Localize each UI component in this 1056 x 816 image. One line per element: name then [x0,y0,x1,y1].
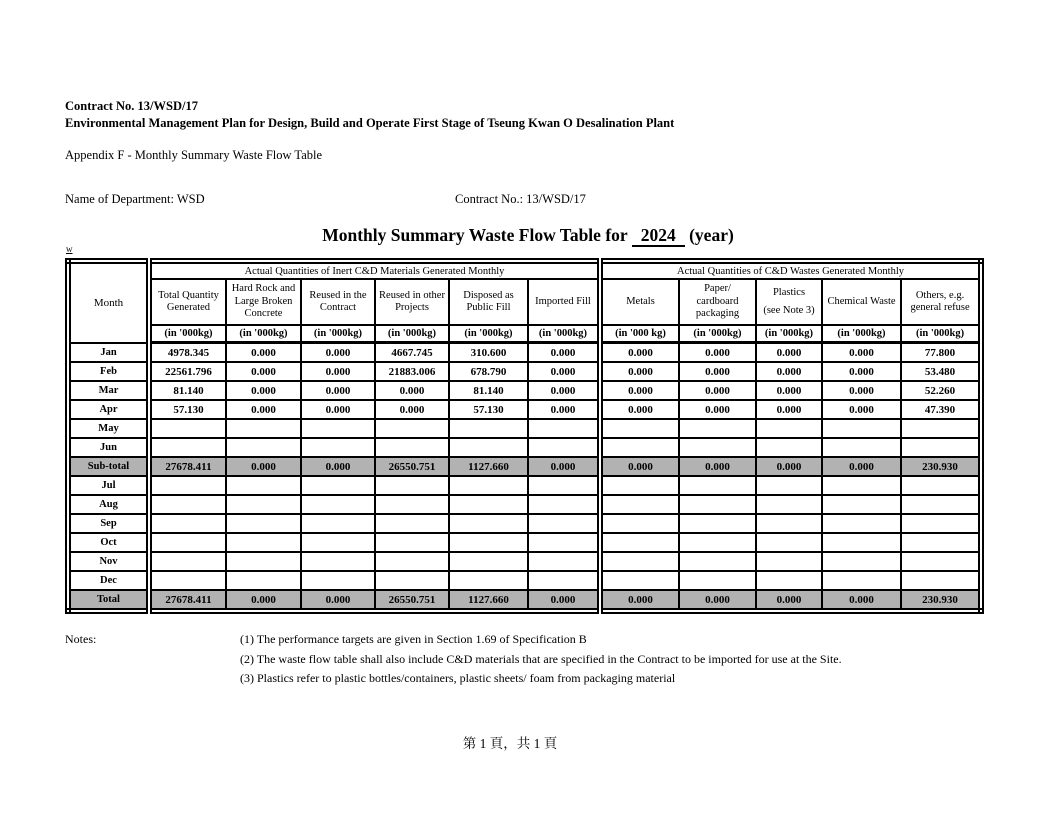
contract-no-heading: Contract No. 13/WSD/17 [65,99,198,113]
data-cell: 26550.751 [375,457,449,476]
data-cell: 57.130 [449,400,528,419]
month-cell: Total [68,590,149,611]
unit-cell: (in '000kg) [679,325,756,343]
unit-cell: (in '000kg) [901,325,981,343]
data-cell [901,533,981,552]
data-cell [756,476,822,495]
notes-list [240,632,842,691]
unit-cell: (in '000kg) [756,325,822,343]
data-cell [226,495,301,514]
data-cell [528,552,600,571]
data-cell [226,514,301,533]
data-cell: 27678.411 [149,457,226,476]
data-cell: 0.000 [226,400,301,419]
column-header [449,279,528,325]
data-cell [375,533,449,552]
month-cell: Nov [68,552,149,571]
data-cell: 0.000 [822,381,901,400]
data-cell: 678.790 [449,362,528,381]
month-cell: Sep [68,514,149,533]
month-cell: Jan [68,343,149,363]
note-item: (1) The performance targets are given in Section 1.69 of Specification B [240,632,587,646]
data-cell [449,419,528,438]
data-cell [756,514,822,533]
table-row [68,362,981,381]
note-item: (2) The waste flow table shall also include C&D materials that are specified in the Contract to be imported for use at the Site. [240,651,842,666]
column-header [226,279,301,325]
table-row [68,571,981,590]
data-cell: 0.000 [528,343,600,363]
column-header-label: Hard Rock and Large Broken Concrete [231,283,296,320]
data-cell: 0.000 [600,400,679,419]
data-cell [679,419,756,438]
data-cell [901,495,981,514]
data-cell: 57.130 [149,400,226,419]
data-cell: 0.000 [301,343,375,363]
data-cell: 0.000 [756,381,822,400]
data-cell: 0.000 [528,590,600,611]
data-cell [301,495,375,514]
column-header-label: Reused in the Contract [309,289,367,313]
data-cell [679,438,756,457]
data-cell [822,571,901,590]
data-cell [679,533,756,552]
data-cell [375,495,449,514]
column-header-label: Disposed as Public Fill [463,289,514,313]
data-cell: 26550.751 [375,590,449,611]
data-cell: 47.390 [901,400,981,419]
data-cell: 230.930 [901,457,981,476]
column-header-subnote: (see Note 3) [763,304,815,316]
data-cell [528,514,600,533]
data-cell: 0.000 [679,590,756,611]
data-cell: 0.000 [679,362,756,381]
data-cell [301,571,375,590]
column-header [822,279,901,325]
data-cell [226,552,301,571]
data-cell: 0.000 [375,381,449,400]
page-title-year: 2024 [632,225,685,247]
column-header [600,279,679,325]
unit-cell: (in '000kg) [528,325,600,343]
data-cell: 0.000 [301,381,375,400]
data-cell [901,514,981,533]
data-cell [149,533,226,552]
data-cell [679,476,756,495]
data-cell: 0.000 [822,343,901,363]
data-cell [149,571,226,590]
month-cell: Jul [68,476,149,495]
data-cell [822,438,901,457]
data-cell [756,533,822,552]
unit-cell: (in '000kg) [822,325,901,343]
data-cell [756,495,822,514]
unit-cell: (in '000kg) [449,325,528,343]
data-cell: 81.140 [149,381,226,400]
data-cell [756,552,822,571]
month-cell: Oct [68,533,149,552]
stray-scan-mark: w [66,244,73,254]
data-cell [901,476,981,495]
data-cell: 0.000 [679,400,756,419]
data-cell [600,552,679,571]
appendix-heading: Appendix F - Monthly Summary Waste Flow Table [65,148,323,162]
data-cell [149,476,226,495]
data-cell: 0.000 [301,457,375,476]
data-cell: 4978.345 [149,343,226,363]
data-cell [600,438,679,457]
data-cell: 0.000 [822,400,901,419]
column-header-label: Imported Fill [535,295,591,307]
data-cell: 53.480 [901,362,981,381]
unit-cell: (in '000kg) [149,325,226,343]
data-cell [822,552,901,571]
data-cell: 1127.660 [449,590,528,611]
column-header-label: Reused in other Projects [379,289,445,313]
data-cell: 1127.660 [449,457,528,476]
data-cell [600,571,679,590]
unit-cell: (in '000kg) [226,325,301,343]
column-header-label: Total Quantity Generated [158,289,219,313]
data-cell [226,571,301,590]
data-cell [449,495,528,514]
data-cell: 0.000 [756,362,822,381]
data-cell [226,476,301,495]
data-cell [822,476,901,495]
data-cell: 0.000 [679,381,756,400]
data-cell [528,495,600,514]
data-cell [679,514,756,533]
data-cell: 310.600 [449,343,528,363]
column-header [149,279,226,325]
data-cell [901,438,981,457]
page-title [0,225,1056,246]
data-cell: 0.000 [756,457,822,476]
data-cell: 0.000 [822,457,901,476]
column-header [679,279,756,325]
data-cell [756,419,822,438]
unit-cell: (in '000kg) [301,325,375,343]
data-cell [600,533,679,552]
data-cell: 0.000 [756,400,822,419]
cd-wastes-group-header: Actual Quantities of C&D Wastes Generated Monthly [600,261,981,279]
data-cell [679,552,756,571]
data-cell: 0.000 [600,381,679,400]
table-row [68,419,981,438]
data-cell [149,438,226,457]
data-cell: 0.000 [226,381,301,400]
data-cell [149,514,226,533]
data-cell: 0.000 [301,400,375,419]
data-cell: 0.000 [600,457,679,476]
data-cell [600,419,679,438]
table-row [68,552,981,571]
data-cell: 230.930 [901,590,981,611]
column-header-label: Chemical Waste [827,295,896,307]
data-cell [449,514,528,533]
data-cell: 0.000 [226,362,301,381]
data-cell [822,514,901,533]
data-cell [600,476,679,495]
data-cell: 0.000 [679,343,756,363]
data-cell [449,438,528,457]
data-cell [822,533,901,552]
data-cell [149,552,226,571]
data-cell [301,514,375,533]
data-cell [449,552,528,571]
table-row [68,400,981,419]
data-cell [301,419,375,438]
data-cell: 4667.745 [375,343,449,363]
data-cell: 0.000 [600,362,679,381]
department-label: Name of Department: WSD [65,192,205,206]
month-cell: Aug [68,495,149,514]
column-header-label: Paper/ cardboard packaging [695,283,740,320]
data-cell: 0.000 [301,362,375,381]
data-cell [822,495,901,514]
data-cell: 21883.006 [375,362,449,381]
table-row [68,381,981,400]
page-title-suffix: (year) [689,225,734,245]
month-cell: May [68,419,149,438]
page-indicator: 第 1 頁，共 1 頁 [462,736,558,751]
note-item: (3) Plastics refer to plastic bottles/containers, plastic sheets/ foam from packaging material [240,671,676,685]
column-header-label: Others, e.g. general refuse [910,289,970,313]
data-cell: 52.260 [901,381,981,400]
month-cell: Apr [68,400,149,419]
column-header-label: Plastics [772,287,806,298]
data-cell: 77.800 [901,343,981,363]
data-cell [756,571,822,590]
data-cell: 0.000 [226,590,301,611]
data-cell: 0.000 [679,457,756,476]
data-cell: 0.000 [528,400,600,419]
data-cell [301,533,375,552]
data-cell [756,438,822,457]
unit-cell: (in '000 kg) [600,325,679,343]
column-header [301,279,375,325]
month-column-header: Month [68,261,149,343]
data-cell [901,419,981,438]
data-cell [375,419,449,438]
data-cell [226,419,301,438]
data-cell [528,476,600,495]
table-row [68,533,981,552]
data-cell [449,476,528,495]
data-cell [226,533,301,552]
table-row [68,476,981,495]
column-header [375,279,449,325]
data-cell: 0.000 [600,590,679,611]
data-cell [528,571,600,590]
data-cell [149,419,226,438]
data-cell [901,552,981,571]
data-cell [600,495,679,514]
month-cell: Feb [68,362,149,381]
data-cell [901,571,981,590]
table-row [68,495,981,514]
data-cell [600,514,679,533]
data-cell [528,533,600,552]
table-row [68,343,981,363]
data-cell: 0.000 [375,400,449,419]
data-cell: 0.000 [822,362,901,381]
data-cell: 0.000 [528,362,600,381]
data-cell: 0.000 [301,590,375,611]
data-cell [375,476,449,495]
data-cell: 0.000 [756,590,822,611]
data-cell [375,438,449,457]
month-cell: Dec [68,571,149,590]
data-cell: 0.000 [756,343,822,363]
column-header-label: Metals [626,295,655,307]
table-row [68,590,981,611]
data-cell [301,476,375,495]
table-row [68,438,981,457]
data-cell [528,419,600,438]
month-cell: Sub-total [68,457,149,476]
data-cell [301,438,375,457]
notes-label: Notes: [65,632,97,646]
table-row [68,514,981,533]
data-cell [149,495,226,514]
unit-cell: (in '000kg) [375,325,449,343]
waste-flow-table [65,258,984,614]
data-cell: 0.000 [528,381,600,400]
data-cell [528,438,600,457]
data-cell: 22561.796 [149,362,226,381]
month-cell: Mar [68,381,149,400]
month-cell: Jun [68,438,149,457]
column-header [756,279,822,325]
project-title-heading: Environmental Management Plan for Design, Build and Operate First Stage of Tseung Kwan O Desalination Plant [65,116,675,130]
data-cell [449,533,528,552]
column-header [528,279,600,325]
data-cell: 0.000 [822,590,901,611]
inert-cd-group-header: Actual Quantities of Inert C&D Materials Generated Monthly [149,261,600,279]
data-cell [822,419,901,438]
table-row [68,457,981,476]
data-cell: 27678.411 [149,590,226,611]
data-cell: 81.140 [449,381,528,400]
data-cell [679,571,756,590]
data-cell: 0.000 [600,343,679,363]
data-cell [226,438,301,457]
data-cell: 0.000 [528,457,600,476]
data-cell [301,552,375,571]
data-cell [449,571,528,590]
page-title-prefix: Monthly Summary Waste Flow Table for [322,225,628,245]
contract-no-label: Contract No.: 13/WSD/17 [455,192,586,206]
data-cell [679,495,756,514]
data-cell: 0.000 [226,457,301,476]
data-cell: 0.000 [226,343,301,363]
column-header [901,279,981,325]
data-cell [375,571,449,590]
data-cell [375,552,449,571]
data-cell [375,514,449,533]
